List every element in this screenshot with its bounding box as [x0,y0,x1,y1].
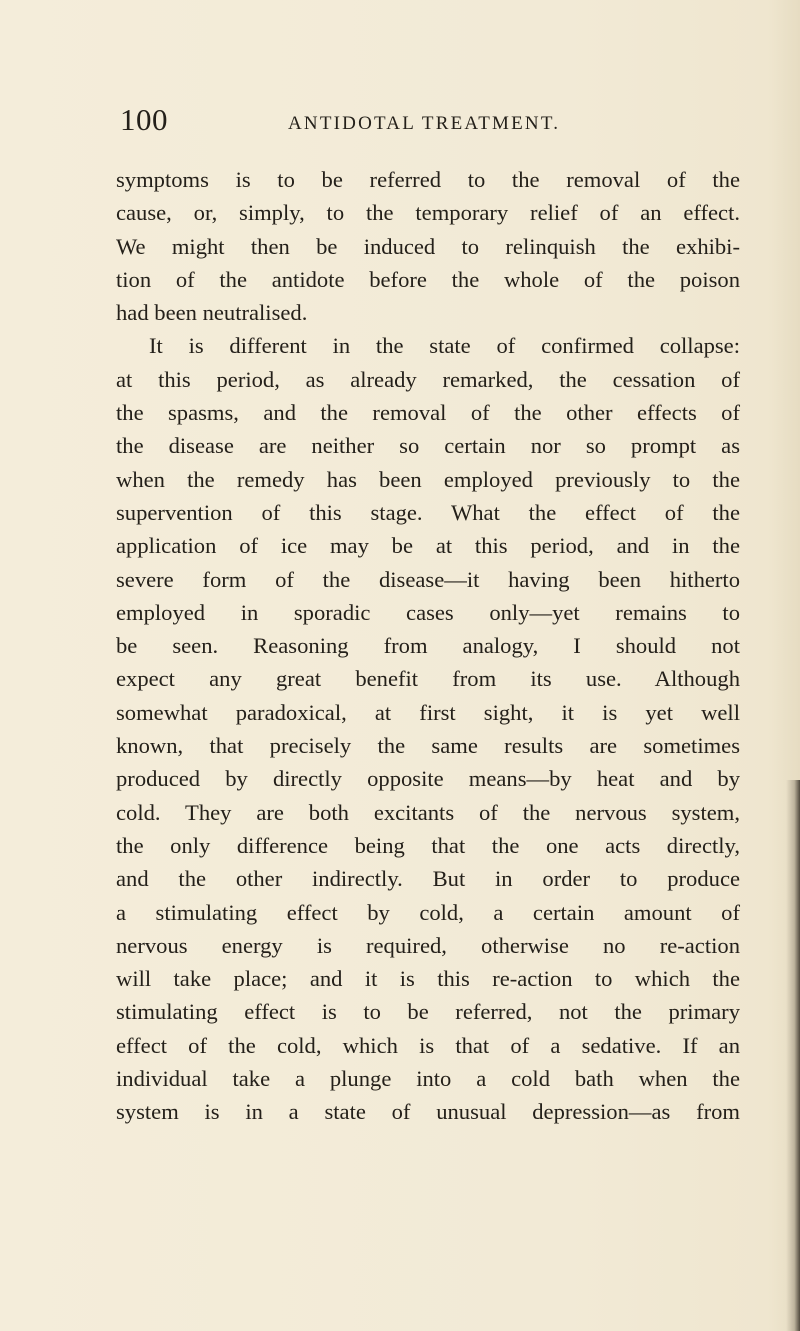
text-line: will take place; and it is this re-action to which the [116,966,740,992]
text-line: supervention of this stage. What the effect of the [116,499,740,525]
text-line: effect of the cold, which is that of a sedative. If an [116,1032,740,1058]
text-line: tion of the antidote before the whole of the poison [116,266,740,292]
page-number: 100 [120,102,168,137]
text-line: employed in sporadic cases only—yet remains to [116,599,740,625]
text-line: had been neutralised. [116,300,308,326]
text-line: cause, or, simply, to the temporary relief of an effect. [116,200,740,226]
text-line: individual take a plunge into a cold bath when the [116,1066,740,1092]
text-line: severe form of the disease—it having been hitherto [116,566,740,592]
body-text [116,163,740,1129]
running-head [120,102,740,142]
text-line: nervous energy is required, otherwise no re-action [116,932,740,958]
text-line: We might then be induced to relinquish the exhibi- [116,233,740,259]
text-line: be seen. Reasoning from analogy, I should not [116,633,740,659]
page-edge-shadow [786,780,800,1331]
text-line: It is different in the state of confirmed collapse: [149,333,740,359]
text-line: somewhat paradoxical, at first sight, it is yet well [116,699,740,725]
text-line: at this period, as already remarked, the cessation of [116,366,740,392]
text-line: application of ice may be at this period, and in the [116,533,740,559]
text-line: and the other indirectly. But in order to produce [116,866,740,892]
text-line: symptoms is to be referred to the removal of the [116,167,740,192]
text-line: produced by directly opposite means—by heat and by [116,766,740,792]
running-title: ANTIDOTAL TREATMENT. [288,113,561,134]
text-line: expect any great benefit from its use. Although [116,666,740,692]
text-line: the only difference being that the one acts directly, [116,832,740,858]
text-line: the spasms, and the removal of the other effects of [116,400,740,426]
text-line: system is in a state of unusual depression—as from [116,1099,740,1125]
text-line: the disease are neither so certain nor so prompt as [116,433,740,459]
text-line: cold. They are both excitants of the nervous system, [116,799,740,825]
text-line: known, that precisely the same results are sometimes [116,733,740,759]
text-line: when the remedy has been employed previously to the [116,466,740,492]
text-line: stimulating effect is to be referred, not the primary [116,999,740,1025]
text-line: a stimulating effect by cold, a certain amount of [116,899,740,925]
